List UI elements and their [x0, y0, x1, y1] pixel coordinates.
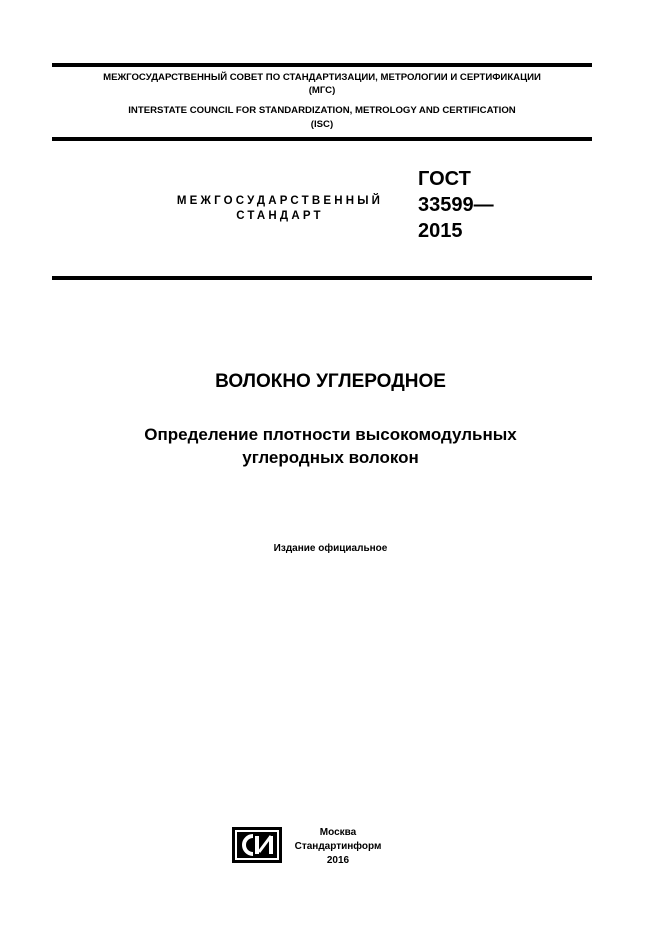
publisher-city: Москва [319, 827, 357, 838]
council-en-name: INTERSTATE COUNCIL FOR STANDARDIZATION, METROLOGY AND CERTIFICATION [128, 105, 516, 116]
council-en-abbr: (ISC) [310, 119, 334, 130]
gost-number: 33599— [418, 194, 494, 216]
top-rule [52, 63, 592, 67]
edition-note: Издание официальное [273, 543, 388, 554]
standard-type-line1: МЕЖГОСУДАРСТВЕННЫЙ [176, 195, 384, 207]
gost-year: 2015 [418, 220, 463, 242]
council-ru-name: МЕЖГОСУДАРСТВЕННЫЙ СОВЕТ ПО СТАНДАРТИЗАЦИИ, МЕТРОЛОГИИ И СЕРТИФИКАЦИИ [103, 72, 541, 83]
standartinform-logo [231, 826, 283, 864]
document-subtitle-line1: Определение плотности высокомодульных [144, 425, 517, 444]
council-ru-abbr: (МГС) [308, 85, 336, 96]
document-subtitle-line2: углеродных волокон [242, 448, 419, 467]
document-title: ВОЛОКНО УГЛЕРОДНОЕ [215, 371, 446, 392]
publisher-name: Стандартинформ [294, 841, 382, 852]
publication-year: 2016 [326, 855, 350, 866]
gost-label: ГОСТ [418, 168, 471, 190]
header-rule [52, 137, 592, 141]
designation-rule [52, 276, 592, 280]
standard-type-line2: СТАНДАРТ [236, 210, 324, 222]
